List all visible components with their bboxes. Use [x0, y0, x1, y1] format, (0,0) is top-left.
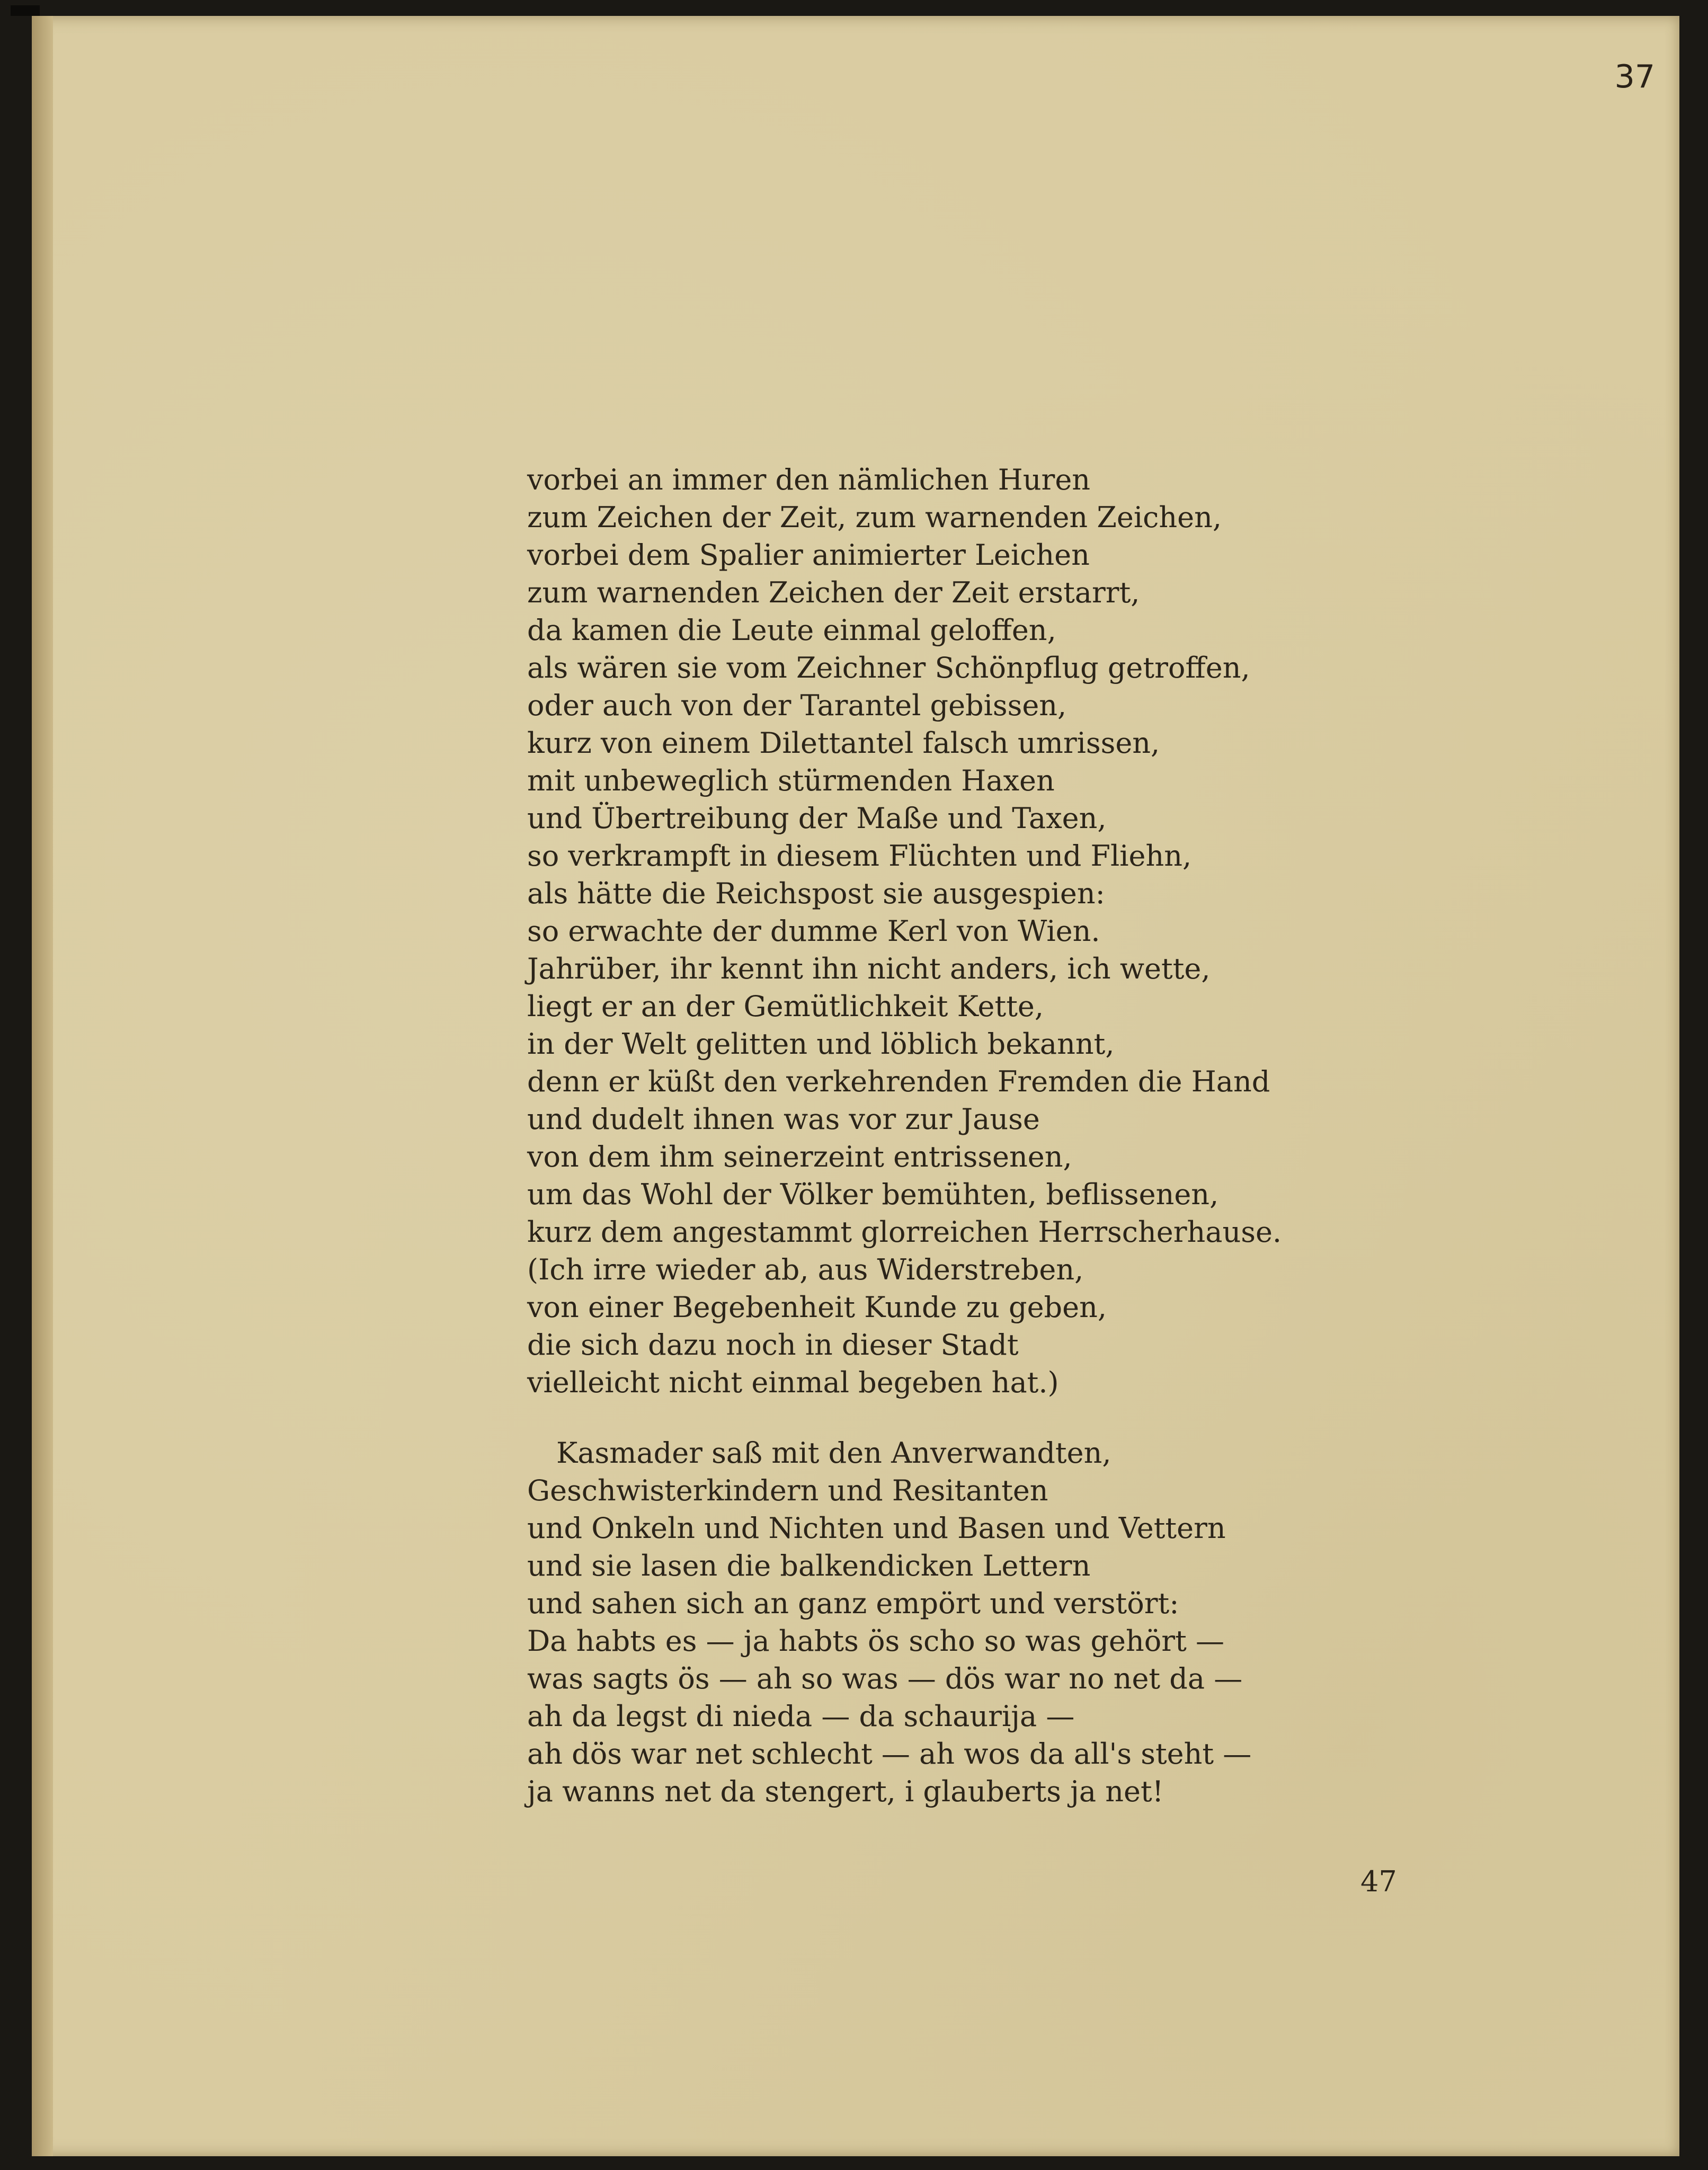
poem-line: als wären sie vom Zeichner Schönpflug getroffen,: [527, 651, 1250, 684]
poem-line: Geschwisterkindern und Resitanten: [527, 1474, 1048, 1507]
page-number: 47: [1360, 1865, 1397, 1898]
poem-line: und sie lasen die balkendicken Lettern: [527, 1549, 1091, 1582]
poem-line: um das Wohl der Völker bemühten, beflissenen,: [527, 1178, 1219, 1211]
poem-line: in der Welt gelitten und löblich bekannt,: [527, 1027, 1115, 1061]
poem-text: [527, 461, 1282, 1810]
poem-line: ah dös war net schlecht — ah wos da all's steht —: [527, 1737, 1252, 1771]
stanza-1: [527, 461, 1282, 1401]
poem-line: und Onkeln und Nichten und Basen und Vettern: [527, 1511, 1226, 1545]
book-gutter: [32, 16, 53, 2156]
poem-line: denn er küßt den verkehrenden Fremden die Hand: [527, 1065, 1270, 1098]
poem-line: von dem ihm seinerzeint entrissenen,: [527, 1140, 1072, 1173]
archive-number: 37: [1614, 58, 1655, 95]
poem-line: zum warnenden Zeichen der Zeit erstarrt,: [527, 576, 1140, 609]
poem-line: und sahen sich an ganz empört und verstört:: [527, 1587, 1179, 1620]
poem-line: vorbei dem Spalier animierter Leichen: [527, 538, 1090, 572]
poem-line: als hätte die Reichspost sie ausgespien:: [527, 877, 1105, 910]
stanza-break: [527, 1401, 1282, 1434]
poem-line: Da habts es — ja habts ös scho so was gehört —: [527, 1624, 1224, 1658]
poem-line: Jahrüber, ihr kennt ihn nicht anders, ich wette,: [527, 952, 1211, 985]
poem-line: was sagts ös — ah so was — dös war no net da —: [527, 1662, 1243, 1695]
poem-line: so verkrampft in diesem Flüchten und Fliehn,: [527, 839, 1192, 873]
poem-line: so erwachte der dumme Kerl von Wien.: [527, 914, 1100, 948]
poem-line: kurz von einem Dilettantel falsch umrissen,: [527, 726, 1160, 760]
poem-line: mit unbeweglich stürmenden Haxen: [527, 764, 1055, 797]
poem-line: und Übertreibung der Maße und Taxen,: [527, 802, 1107, 835]
poem-line: ah da legst di nieda — da schaurija —: [527, 1700, 1075, 1733]
poem-line: und dudelt ihnen was vor zur Jause: [527, 1102, 1040, 1136]
poem-line: zum Zeichen der Zeit, zum warnenden Zeichen,: [527, 501, 1222, 534]
poem-line: von einer Begebenheit Kunde zu geben,: [527, 1291, 1107, 1324]
poem-line: liegt er an der Gemütlichkeit Kette,: [527, 990, 1044, 1023]
poem-line: kurz dem angestammt glorreichen Herrscherhause.: [527, 1215, 1282, 1249]
poem-line: (Ich irre wieder ab, aus Widerstreben,: [527, 1253, 1084, 1286]
poem-line: ja wanns net da stengert, i glauberts ja net!: [527, 1775, 1164, 1808]
poem-line: Kasmader saß mit den Anverwandten,: [556, 1436, 1111, 1470]
stanza-2: [527, 1434, 1282, 1810]
poem-line: vielleicht nicht einmal begeben hat.): [527, 1366, 1059, 1399]
poem-line: vorbei an immer den nämlichen Huren: [527, 463, 1091, 496]
scan-corner-mark: [11, 5, 40, 16]
poem-line: oder auch von der Tarantel gebissen,: [527, 689, 1067, 722]
poem-line: da kamen die Leute einmal geloffen,: [527, 613, 1056, 647]
poem-line: die sich dazu noch in dieser Stadt: [527, 1328, 1019, 1362]
